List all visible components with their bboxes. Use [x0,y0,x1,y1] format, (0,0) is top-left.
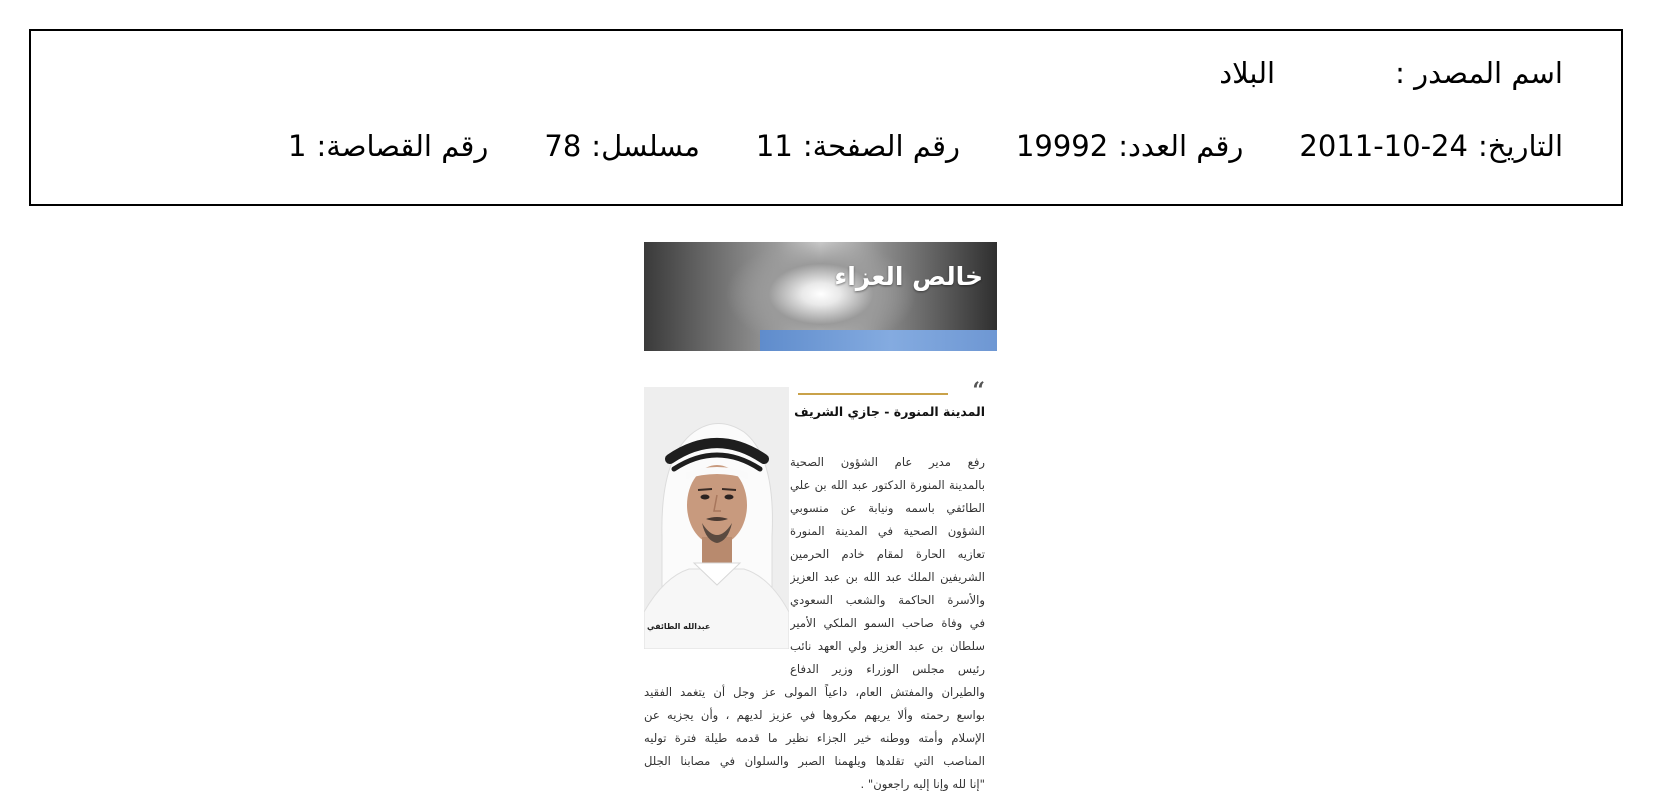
body-line: "إنا لله وإنا إليه راجعون" . [860,777,985,791]
divider-rule [798,393,948,395]
body-line: رئيس مجلس الوزراء وزير الدفاع [790,662,985,676]
issue-label: رقم العدد: [1118,129,1244,163]
date-label: التاريخ: [1477,129,1563,163]
newspaper-clipping [644,242,997,797]
body-line: الشريفين الملك عبد الله بن عبد العزيز [790,570,985,584]
body-line: والطيران والمفتش العام، داعياً المولى عز وجل أن يتغمد الفقيد [644,685,985,699]
quote-icon: “ [972,378,985,404]
issue-field [1015,129,1244,163]
serial-value: 78 [544,129,582,163]
byline: المدينة المنورة - جازي الشريف [794,404,985,419]
source-label: اسم المصدر : [1395,56,1563,90]
body-line: بالمدينة المنورة الدكتور عبد الله بن علي [790,478,985,492]
section-banner [644,242,997,351]
page-field [755,129,960,163]
body-line: والأسرة الحاكمة والشعب السعودي [790,593,985,607]
photo-caption: عبدالله الطائفي [647,622,711,631]
body-line: الطائفي باسمه ونيابة عن منسوبي [790,501,985,515]
date-value: 2011-10-24 [1299,129,1468,163]
portrait-illustration [644,387,789,649]
portrait-photo [644,387,789,649]
serial-field [544,129,700,163]
body-line: في وفاة صاحب السمو الملكي الأمير [790,616,985,630]
body-line: الشؤون الصحية في المدينة المنورة [790,524,985,538]
page-label: رقم الصفحة: [802,129,960,163]
details-row [288,129,1563,163]
source-metadata-box [29,29,1623,206]
body-line: تعازيه الحارة لمقام خادم الحرمين [790,547,985,561]
source-row [1219,56,1563,90]
source-field [1219,56,1563,90]
banner-accent-bar [760,330,997,351]
issue-value: 19992 [1015,129,1109,163]
serial-label: مسلسل: [591,129,700,163]
body-line: سلطان بن عبد العزيز ولي العهد نائب [790,639,985,653]
body-line: الإسلام وأمته ووطنه خير الجزاء نظير ما قدمه طيلة فترة توليه [644,731,985,745]
source-value: البلاد [1219,56,1276,90]
body-line: رفع مدير عام الشؤون الصحية [790,455,985,469]
clip-field [288,129,489,163]
section-title: خالص العزاء [834,262,983,291]
body-line: المناصب التي تقلدها ويلهمنا الصبر والسلوان في مصابنا الجلل [644,754,985,768]
clip-value: 1 [288,129,307,163]
page-value: 11 [755,129,793,163]
date-field [1299,129,1563,163]
clip-label: رقم القصاصة: [316,129,489,163]
body-line: بواسع رحمته وألا يريهم مكروها في عزيز لديهم ، وأن يجزيه عن [644,708,985,722]
